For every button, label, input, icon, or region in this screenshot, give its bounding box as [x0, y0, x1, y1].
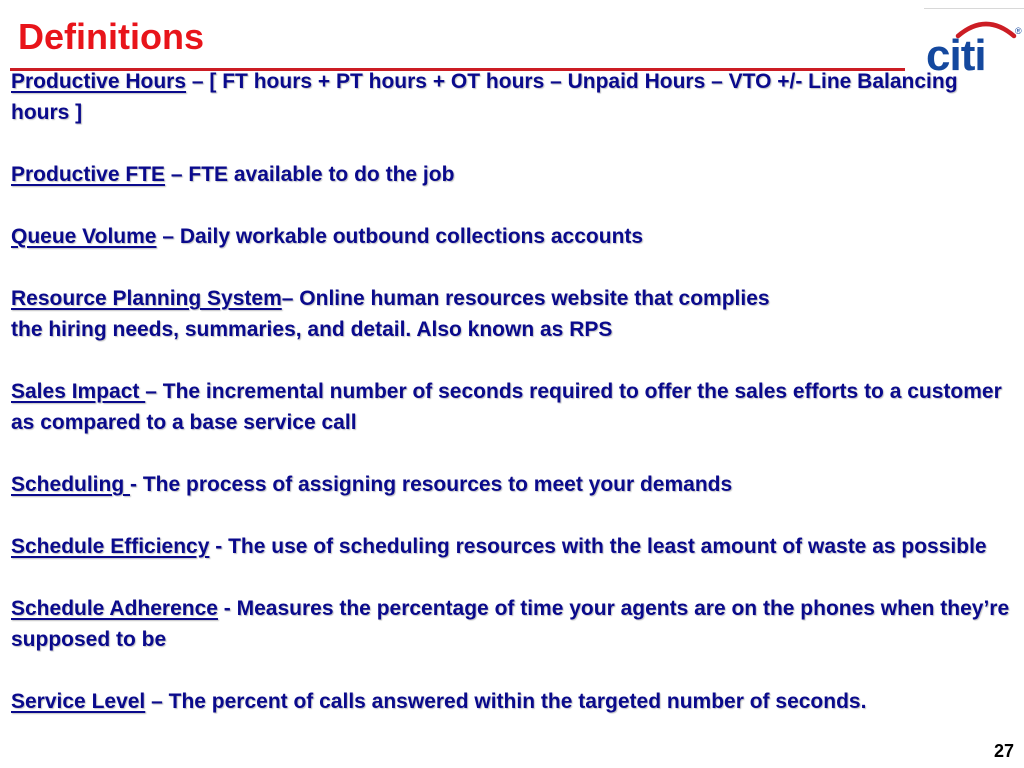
page-number: 27 — [993, 741, 1014, 761]
definition-term: Productive FTE — [11, 163, 166, 186]
definition-text: - The process of assigning resources to meet your demands — [130, 473, 733, 496]
definition-text: – [ FT hours + PT hours + OT hours – Unpaid Hours – VTO +/- Line Balancing hours ] — [11, 70, 958, 124]
definition-term: Schedule Adherence — [11, 597, 218, 620]
definition-queue-volume — [11, 221, 1011, 252]
definition-sales-impact — [11, 376, 1011, 438]
registered-mark: ® — [1015, 26, 1022, 36]
definition-text: – The incremental number of seconds required to offer the sales efforts to a customer as compared to a base service call — [11, 380, 1002, 434]
definition-text: – The percent of calls answered within the targeted number of seconds. — [145, 690, 867, 713]
definitions-list — [11, 66, 1011, 748]
citi-logo — [922, 12, 1024, 74]
definition-resource-planning-system — [11, 283, 1011, 345]
definition-term: Scheduling — [11, 473, 131, 496]
definition-term: Resource Planning System — [11, 287, 282, 310]
definition-schedule-adherence — [11, 593, 1011, 655]
definition-text: - Measures the percentage of time your agents are on the phones when they’re supposed to be — [11, 597, 1010, 651]
definition-scheduling — [11, 469, 1011, 500]
slide-title: Definitions — [18, 16, 204, 57]
definition-productive-hours — [11, 66, 1011, 128]
logo-divider — [924, 8, 1024, 9]
logo-text: citi — [926, 31, 986, 74]
definition-text: – Online human resources website that complies the hiring needs, summaries, and detail. Also known as RPS — [11, 287, 770, 341]
definition-term: Schedule Efficiency — [11, 535, 210, 558]
definition-service-level — [11, 686, 1011, 717]
definition-term: Queue Volume — [11, 225, 157, 248]
definition-term: Productive Hours — [11, 70, 187, 93]
definition-text: – FTE available to do the job — [165, 163, 455, 186]
definition-term: Service Level — [11, 690, 146, 713]
definition-productive-fte — [11, 159, 1011, 190]
definition-text: – Daily workable outbound collections accounts — [156, 225, 644, 248]
definition-term: Sales Impact — [11, 380, 146, 403]
definition-text: - The use of scheduling resources with the least amount of waste as possible — [209, 535, 987, 558]
definition-schedule-efficiency — [11, 531, 1011, 562]
